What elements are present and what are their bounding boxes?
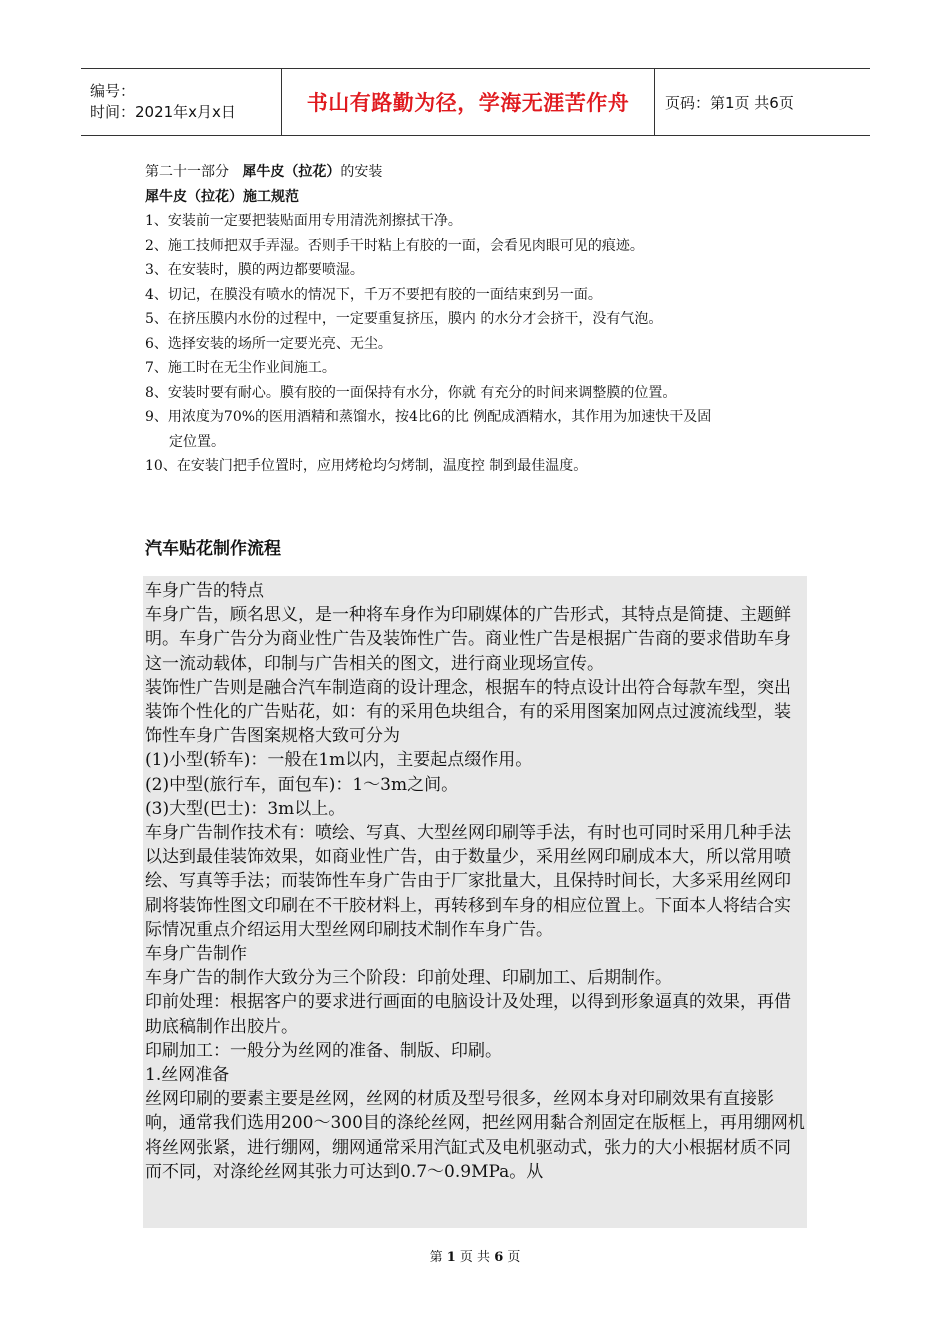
installation-section (145, 160, 825, 479)
spec-item: 4、切记，在膜没有喷水的情况下，千万不要把有胶的一面结束到另一面。 (145, 286, 602, 303)
spec-item: 10、在安装门把手位置时，应用烤枪均匀烤制，温度控 制到最佳温度。 (145, 458, 588, 474)
document-time-label: 时间：2021年x月x日 (90, 103, 236, 121)
part-title (145, 160, 825, 185)
spec-item: 7、施工时在无尘作业间施工。 (145, 360, 336, 376)
paragraph: 印前处理：根据客户的要求进行画面的电脑设计及处理，以得到形象逼真的效果，再借助底稿制作出胶片。 (145, 992, 791, 1037)
paragraph: (2)中型(旅行车，面包车)：1～3m之间。 (145, 774, 459, 795)
paragraph: 丝网印刷的要素主要是丝网，丝网的材质及型号很多，丝网本身对印刷效果有直接影响，通常我们选用200～300目的涤纶丝网，把丝网用黏合剂固定在版框上，再用绷网机将丝网张紧，进行绷网，绷网通常采用汽缸式及电机驱动式，张力的大小根据材质不同而不同，对涤纶丝网其张力可达到0.7～0.9MPa。从 (145, 1089, 805, 1182)
paragraph: 车身广告的特点 (145, 581, 264, 601)
spec-item: 5、在挤压膜内水份的过程中，一定要重复挤压，膜内 的水分才会挤干，没有气泡。 (145, 311, 663, 327)
header-left-cell (81, 69, 282, 135)
spec-item: 3、在安装时，膜的两边都要喷湿。 (145, 262, 364, 278)
part-label: 第二十一部分 (145, 164, 229, 180)
paragraph: 车身广告制作 (145, 944, 247, 965)
section2-title: 汽车贴花制作流程 (145, 539, 281, 559)
spec-item: 1、安装前一定要把装贴面用专用清洗剂擦拭干净。 (145, 213, 462, 229)
header-table (81, 68, 870, 136)
spec-item: 2、施工技师把双手弄湿。否则手干时粘上有胶的一面，会看见肉眼可见的痕迹。 (145, 237, 644, 254)
spec-item: 6、选择安装的场所一定要光亮、无尘。 (145, 335, 392, 352)
paragraph: (3)大型(巴士)：3m以上。 (145, 798, 346, 819)
footer-suffix: 页 (507, 1250, 521, 1265)
footer-middle: 页 共 (459, 1250, 491, 1265)
highlighted-text-block (143, 576, 807, 1228)
spec-item-continuation (145, 430, 825, 455)
paragraph: 车身广告，顾名思义，是一种将车身作为印刷媒体的广告形式，其特点是简捷、主题鲜明。车身广告分为商业性广告及装饰性广告。商业性广告是根据广告商的要求借助车身这一流动载体，印制与广告相关的图文，进行商业现场宣传。 (145, 605, 791, 674)
spec-item: 9、用浓度为70%的医用酒精和蒸馏水，按4比6的比 例配成酒精水，其作用为加速快干及固 (145, 409, 712, 425)
spec-item: 8、安装时要有耐心。膜有胶的一面保持有水分，你就 有充分的时间来调整膜的位置。 (145, 384, 677, 401)
construction-spec-subtitle: 犀牛皮（拉花）施工规范 (145, 188, 299, 205)
paragraph: 装饰性广告则是融合汽车制造商的设计理念，根据车的特点设计出符合每款车型，突出装饰个性化的广告贴花，如：有的采用色块组合，有的采用图案加网点过渡流线型，装饰性车身广告图案规格大致可分为 (145, 677, 791, 747)
header-right-cell (655, 69, 870, 135)
footer-total-pages: 6 (494, 1250, 504, 1265)
paragraph: 印刷加工：一般分为丝网的准备、制版、印刷。 (145, 1040, 502, 1061)
page-footer (0, 1246, 950, 1265)
part-title-bold: 犀牛皮（拉花） (242, 164, 341, 180)
spec-item-continuation-text: 定位置。 (169, 433, 225, 450)
header-middle-cell (282, 69, 655, 135)
paragraph: (1)小型(轿车)：一般在1m以内，主要起点缀作用。 (145, 750, 533, 771)
part-title-suffix: 的安装 (340, 164, 383, 180)
footer-prefix: 第 (429, 1250, 443, 1265)
header-motto: 书山有路勤为径，学海无涯苦作舟 (306, 91, 630, 115)
paragraph: 1.丝网准备 (145, 1065, 230, 1086)
header-page-label: 页码：第1页 共6页 (665, 93, 794, 112)
document-number-label: 编号： (90, 82, 136, 100)
paragraph: 车身广告的制作大致分为三个阶段：印前处理、印刷加工、后期制作。 (145, 968, 672, 989)
footer-page-number: 1 (446, 1250, 456, 1265)
paragraph: 车身广告制作技术有：喷绘、写真、大型丝网印刷等手法，有时也可同时采用几种手法以达到最佳装饰效果，如商业性广告，由于数量少，采用丝网印刷成本大，所以常用喷绘、写真等手法；而装饰性车身广告由于厂家批量大，且保持时间长，大多采用丝网印刷将装饰性图文印刷在不干胶材料上，再转移到车身的相应位置上。下面本人将结合实际情况重点介绍运用大型丝网印刷技术制作车身广告。 (145, 823, 791, 940)
